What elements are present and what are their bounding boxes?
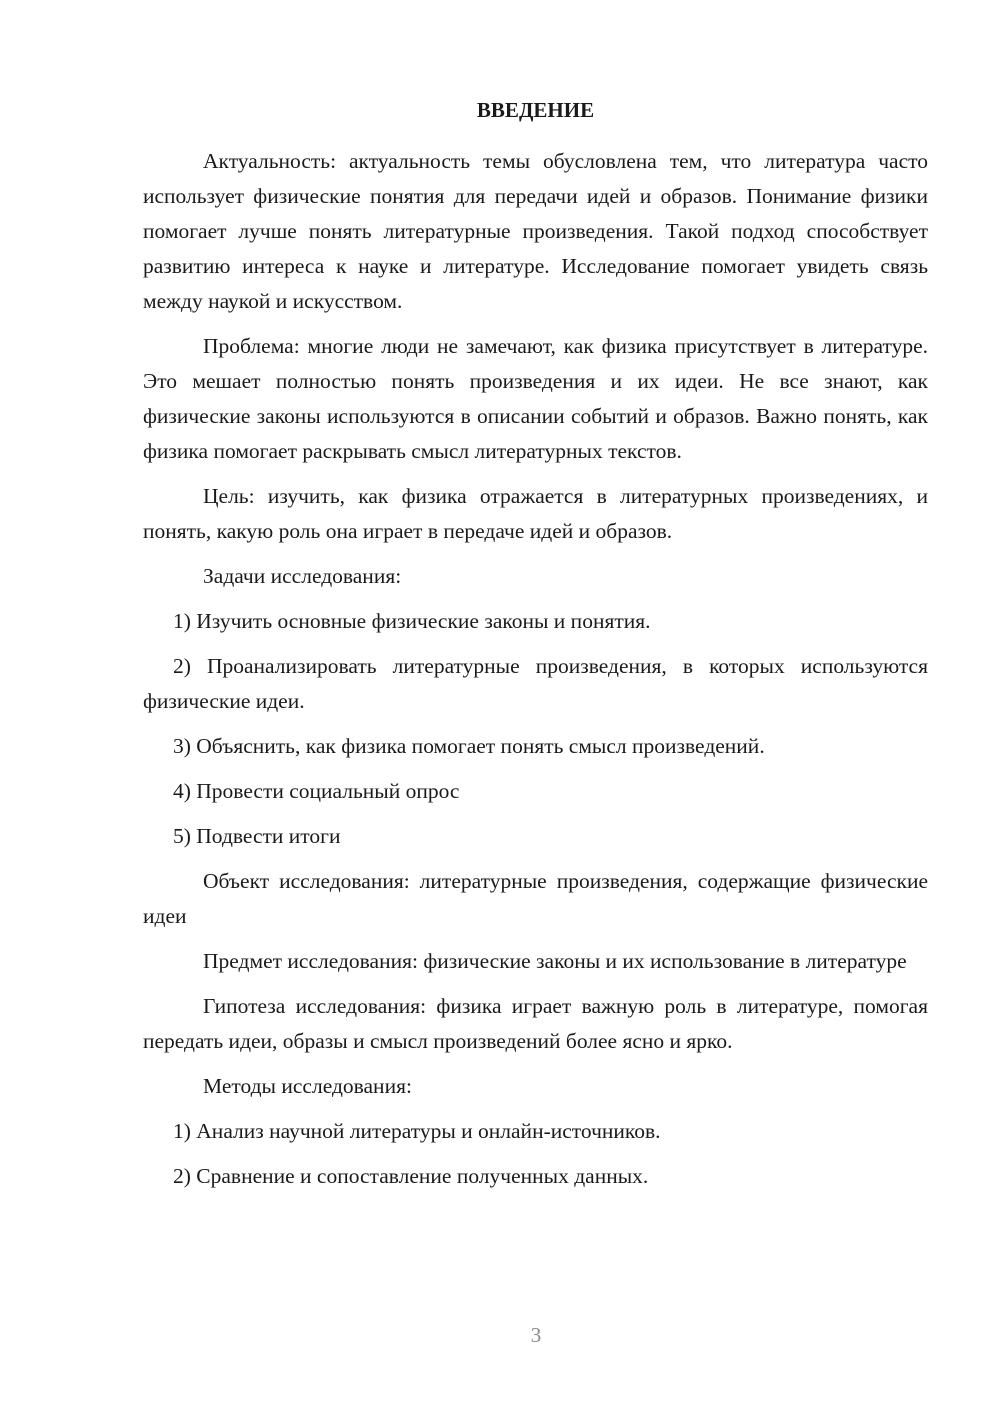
tasks-heading: Задачи исследования: (203, 564, 402, 588)
task-item: 3) Объяснить, как физика помогает понять смысл произведений. (173, 734, 765, 758)
object-paragraph: Объект исследования: литературные произведения, содержащие физические идеи (143, 869, 928, 928)
problem-paragraph: Проблема: многие люди не замечают, как физика присутствует в литературе. Это мешает полностью понять произведения и их идеи. Не все знают, как физические законы используются в описании событий и образов. Важно понять, как физика помогает раскрывать смысл литературных текстов. (143, 334, 928, 463)
method-item: 1) Анализ научной литературы и онлайн-источников. (173, 1119, 661, 1143)
task-item: 5) Подвести итоги (173, 824, 341, 848)
document-page (143, 95, 928, 1204)
task-item: 2) Проанализировать литературные произведения, в которых используются физические идеи. (143, 654, 928, 713)
relevance-paragraph: Актуальность: актуальность темы обусловлена тем, что литература часто использует физические понятия для передачи идей и образов. Понимание физики помогает лучше понять литературные произведения. Такой подход способствует развитию интереса к науке и литературе. Исследование помогает увидеть связь между наукой и искусством. (143, 149, 928, 313)
hypothesis-paragraph: Гипотеза исследования: физика играет важную роль в литературе, помогая передать идеи, образы и смысл произведений более ясно и ярко. (143, 994, 928, 1053)
methods-heading: Методы исследования: (203, 1074, 412, 1098)
goal-paragraph: Цель: изучить, как физика отражается в литературных произведениях, и понять, какую роль она играет в передаче идей и образов. (143, 484, 928, 543)
page-number: 3 (530, 1323, 542, 1347)
subject-paragraph: Предмет исследования: физические законы и их использование в литературе (203, 949, 907, 973)
section-title: ВВЕДЕНИЕ (476, 98, 595, 122)
method-item: 2) Сравнение и сопоставление полученных данных. (173, 1164, 649, 1188)
task-item: 1) Изучить основные физические законы и понятия. (173, 609, 651, 633)
task-item: 4) Провести социальный опрос (173, 779, 460, 803)
